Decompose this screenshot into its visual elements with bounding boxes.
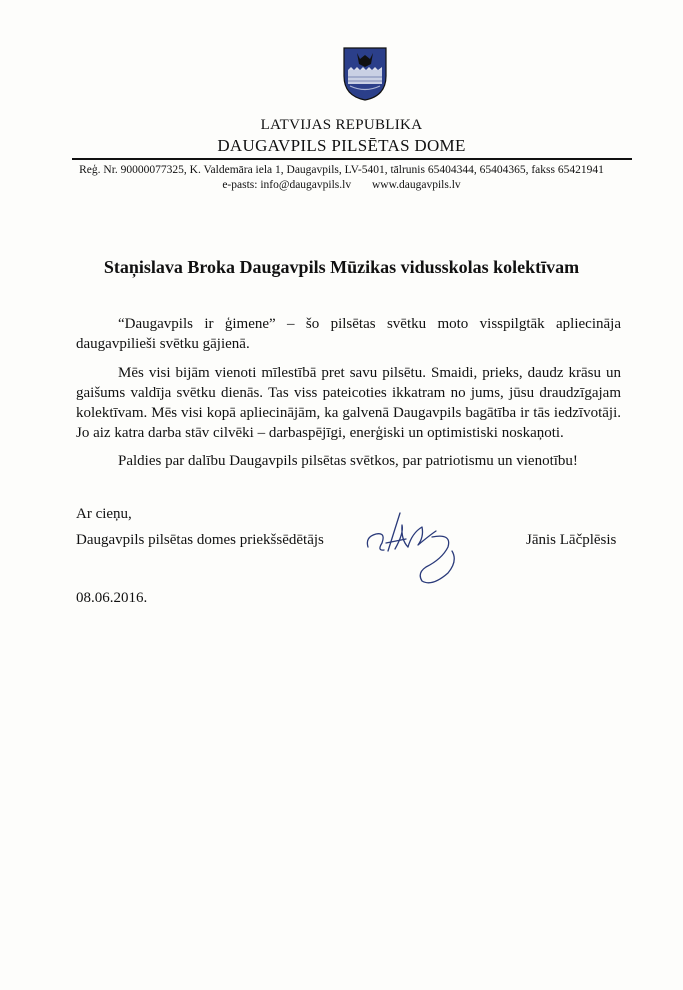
paragraph-3: Paldies par dalību Daugavpils pilsētas svētkos, par patriotismu un vienotību! bbox=[118, 453, 578, 469]
signer-title: Daugavpils pilsētas domes priekšsēdētājs bbox=[76, 532, 324, 548]
handwritten-signature-icon bbox=[362, 507, 472, 585]
contact-web-line bbox=[0, 179, 683, 191]
contact-line: Reģ. Nr. 90000077325, K. Valdemāra iela 1, Daugavpils, LV-5401, tālrunis 65404344, 65404365, fakss 65421941 bbox=[79, 164, 604, 176]
letter-title: Staņislava Broka Daugavpils Mūzikas vidusskolas kolektīvam bbox=[103, 257, 580, 277]
letter-date: 08.06.2016. bbox=[76, 590, 148, 606]
email-text: e-pasts: info@daugavpils.lv bbox=[222, 179, 352, 191]
organization-name: DAUGAVPILS PILSĒTAS DOME bbox=[217, 136, 466, 155]
paragraph-2: Mēs visi bijām vienoti mīlestībā pret savu pilsētu. Smaidi, prieks, daudz krāsu un gaišums valdīja svētku dienās. Tas viss pateicoties ikkatram no jums, jūsu draudzīgajam kolektīvam. Mēs visi kopā apliecinājām, ka galvenā Daugavpils bagātība ir tās iedzīvotāji. Jo aiz katra darba stāv cilvēki – darbaspējīgi, enerģiski un optimistiski noskaņoti. bbox=[76, 365, 621, 441]
website-text: www.daugavpils.lv bbox=[371, 179, 461, 191]
header-divider bbox=[72, 158, 632, 160]
signer-name: Jānis Lāčplēsis bbox=[526, 532, 617, 548]
closing-salutation: Ar cieņu, bbox=[76, 506, 132, 522]
coat-of-arms-icon bbox=[342, 46, 388, 102]
country-name: LATVIJAS REPUBLIKA bbox=[260, 117, 423, 133]
paragraph-1: “Daugavpils ir ģimene” – šo pilsētas svētku moto visspilgtāk apliecināja daugavpilieši svētku gājienā. bbox=[76, 316, 621, 352]
